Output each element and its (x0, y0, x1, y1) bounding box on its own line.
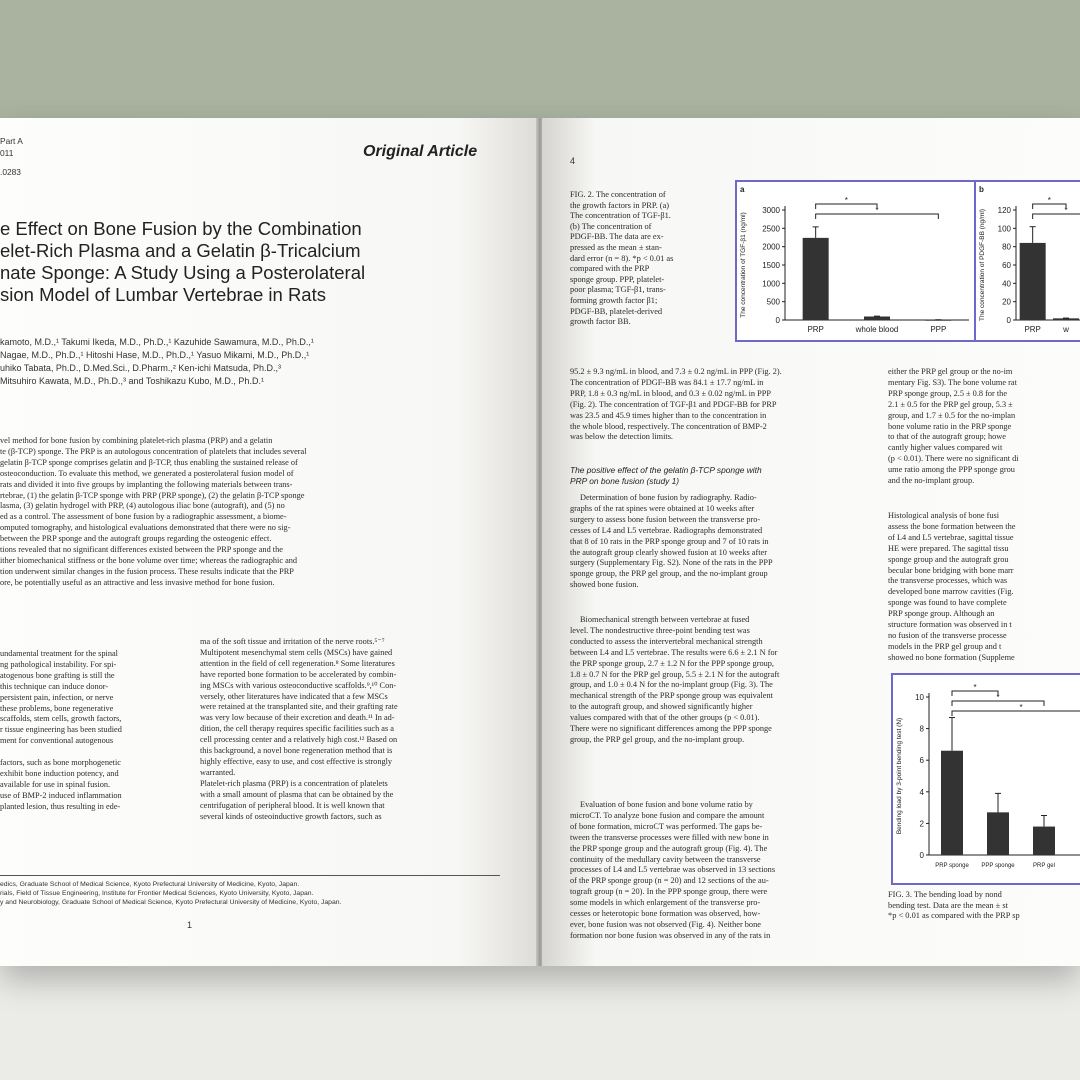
fig2-caption (570, 190, 673, 328)
x-tick-label: PPP (930, 325, 947, 334)
body-column-2 (200, 637, 498, 822)
caption-line: The concentration of TGF-β1. (570, 211, 671, 221)
y-axis-label: The concentration of PDGF-BB (ng/ml) (979, 209, 986, 321)
body-line: HE were prepared. The sagittal tissu (888, 543, 1009, 553)
body-line: cantly higher values compared wit (888, 443, 1003, 453)
body-line: models in the PRP gel group and t (888, 641, 1002, 651)
body-line: ever, bone fusion was not observed (Fig. 4). Neither bone (570, 919, 761, 929)
body-line: bone volume ratio in the PRP sponge (888, 421, 1012, 431)
x-tick-label: PRP (1024, 325, 1041, 334)
abstract-line: tion underwent similar changes in the fusion process. These results indicate that the PRP (0, 566, 294, 576)
fig2b-chart (974, 180, 1080, 342)
body-line: showed no bone formation (Suppleme (888, 652, 1015, 662)
body-line: scaffolds, stem cells, growth factors, (0, 714, 122, 724)
article-type: Original Article (363, 143, 478, 160)
caption-line: compared with the PRP (570, 264, 650, 274)
significance-marker: * (1064, 206, 1068, 215)
body-line: were retained at the transplanted site, and their grafting rate (200, 702, 398, 712)
significance-marker: * (844, 196, 848, 205)
x-tick-label: PRP gel (1033, 863, 1055, 869)
body-line: of L4 and L5 vertebrae, sagittal tissue (888, 532, 1014, 542)
y-tick-label: 80 (1002, 242, 1011, 252)
significance-marker: * (1019, 703, 1023, 712)
body-line: ment for conventional autogenous (0, 736, 114, 746)
y-tick-label: 2000 (762, 242, 780, 252)
body-line: have reported bone formation to be accelerated by combin- (200, 669, 397, 679)
abstract-line: gelatin β-TCP sponge comprises gelatin and β-TCP, thus enabling the sustained release of (0, 457, 298, 467)
y-tick-label: 6 (919, 756, 924, 766)
abstract-line: rats and divided it into five groups by implanting the following materials between trans- (0, 479, 293, 489)
y-tick-label: 0 (919, 851, 924, 860)
body-line: between L4 and L5 vertebrae. The results were 6.6 ± 2.1 N for (570, 647, 778, 657)
abstract-line: tions revealed that no significant differences existed between the PRP sponge and the (0, 545, 283, 555)
y-tick-label: 60 (1002, 261, 1011, 270)
page-number: 4 (570, 156, 576, 166)
body-line: group, and 1.0 ± 0.4 N for the no-implant group (Fig. 3). The (570, 680, 773, 690)
bar (1020, 243, 1046, 320)
body-line: some models in which enlargement of the transverse pro- (570, 898, 761, 908)
body-line: PRP sponge group. Although an (888, 609, 995, 619)
body-line: versely, other literatures have indicated that a few MSCs (200, 691, 388, 701)
body-line: showed bone fusion. (570, 580, 639, 590)
body-line: highly effective, easy to use, and cost effective is strongly (200, 756, 393, 766)
body-line: r tissue engineering has been studied (0, 725, 122, 735)
body-line: either the PRP gel group or the no-im (888, 367, 1013, 376)
caption-line: *p < 0.01 as compared with the PRP sp (888, 911, 1020, 921)
body-line (0, 747, 188, 758)
body-line: the PRP sponge group and the autograft group (Fig. 4). The (570, 843, 768, 853)
body-line: Histological analysis of bone fusi (888, 511, 1000, 520)
body-line: sponge group, the PRP gel group, and the no-implant group (570, 569, 768, 579)
body-line: of the PRP sponge group (n = 20) and 12 sections of the au- (570, 876, 769, 886)
body-line: sponge group and the autograft grou (888, 554, 1009, 564)
y-tick-label: 1000 (762, 279, 780, 289)
body-line: this background, a novel bone regeneration method that is (200, 746, 393, 756)
journal-line: .0283 (0, 167, 21, 177)
fig2a-svg (737, 182, 975, 340)
body-line: mentary Fig. S3). The bone volume rat (888, 377, 1017, 387)
significance-marker: * (1047, 196, 1051, 205)
body-line: available for use in spinal fusion. (0, 779, 111, 789)
y-tick-label: 20 (1002, 297, 1011, 307)
body-line: Multipotent mesenchymal stem cells (MSCs) have gained (200, 647, 393, 657)
abstract-line: osteoconduction. To evaluate this method, we generated a posterolateral fusion model of (0, 468, 294, 478)
panel-label: b (979, 185, 984, 194)
x-tick-label: PPP sponge (981, 863, 1015, 869)
right-column-b (888, 511, 1080, 664)
right-column-a (888, 367, 1080, 487)
body-line: was very low because of their excretion and death.¹¹ In ad- (200, 713, 395, 723)
x-tick-label: whole blood (855, 325, 899, 334)
body-line: the transverse processes, which was (888, 576, 1008, 586)
author-list (0, 336, 314, 388)
y-axis-label: The concentration of TGF-β1 (ng/ml) (740, 212, 747, 318)
abstract (0, 436, 498, 589)
body-line: several kinds of osteoinductive growth factors, such as (200, 811, 382, 821)
x-tick-label: PRP (807, 325, 824, 334)
body-line: group, the PRP gel group, and the no-implant group. (570, 734, 745, 744)
body-line: cell processing center and a relatively high cost.¹² Based on (200, 735, 398, 745)
body-line: (Fig. 2). The concentration of TGF-β1 and PDGF-BB for PRP (570, 399, 777, 409)
caption-line: growth factor BB. (570, 317, 631, 327)
y-tick-label: 120 (997, 206, 1011, 215)
y-tick-label: 0 (1006, 316, 1011, 325)
body-line: assess the bone formation between the (888, 521, 1016, 531)
bar (987, 812, 1009, 855)
footnote-rule (0, 875, 500, 876)
bar (1053, 318, 1079, 320)
body-line: formation nor bone fusion was observed in any of the rats in (570, 930, 771, 940)
body-line: the autograft group clearly showed fusion at 10 weeks after (570, 547, 767, 557)
body-line: to that of the autograft group; howe (888, 432, 1006, 442)
body-line: tograft group (n = 20). In the PPP sponge group, there were (570, 887, 768, 897)
caption-line: the growth factors in PRP. (a) (570, 200, 670, 210)
significance-marker: * (996, 693, 1000, 702)
body-line: was 23.5 and 45.9 times higher than to the concentration in (570, 410, 767, 420)
open-journal (0, 118, 1080, 966)
y-tick-label: 3000 (762, 206, 780, 215)
affiliation-line: y and Neurobiology, Graduate School of Medical Science, Kyoto Prefectural University of Medicine, Kyoto, Japan. (0, 899, 342, 906)
body-line: warranted. (200, 767, 236, 777)
table-surface (0, 960, 1080, 1080)
abstract-line: between the PRP sponge and the autograft groups regarding the osteogenic effect. (0, 534, 272, 544)
body-line: cesses or heterotopic bone formation was observed, how- (570, 909, 761, 919)
fig2b-svg (976, 182, 1080, 340)
author-line: Mitsuhiro Kawata, M.D., Ph.D.,³ and Toshikazu Kubo, M.D., Ph.D.¹ (0, 376, 264, 386)
y-axis-label: Bending load by 3-point bending test (N) (896, 717, 903, 835)
body-line: 2.1 ± 0.5 for the PRP gel group, 5.3 ± (888, 399, 1013, 409)
body-line: centrifugation of peripheral blood. It is well known that (200, 800, 385, 810)
body-line: cesses of L4 and L5 vertebrae. Radiographs demonstrated (570, 525, 763, 535)
caption-line: FIG. 2. The concentration of (570, 190, 666, 199)
body-line: and the no-implant group. (888, 476, 975, 486)
body-line: developed bone marrow cavities (Fig. (888, 587, 1014, 597)
abstract-line: rtebrae, (1) the gelatin β-TCP sponge with PRP (PRP sponge), (2) the gelatin β-TCP sponge (0, 490, 305, 500)
caption-line: sponge group. PPP, platelet- (570, 274, 665, 284)
title-line: sion Model of Lumbar Vertebrae in Rats (0, 284, 326, 305)
body-line: level. The nondestructive three-point bending test was (570, 625, 750, 635)
caption-line: PDGF-BB. The data are ex- (570, 232, 664, 242)
body-line: the PRP sponge group, 2.7 ± 1.2 N for the PPP sponge group, (570, 658, 774, 668)
body-column-1 (0, 649, 188, 813)
body-line: with a small amount of plasma that can be obtained by the (200, 789, 394, 799)
page-number: 1 (187, 920, 193, 930)
journal-line: Part A (0, 136, 23, 146)
significance-marker: * (875, 206, 879, 215)
title-line: elet-Rich Plasma and a Gelatin β-Tricalcium (0, 240, 361, 261)
wall-background (0, 0, 1080, 118)
body-line: conducted to assess the intervertebral mechanical strength (570, 636, 763, 646)
body-line: that 8 of 10 rats in the PRP sponge group and 7 of 10 rats in (570, 536, 769, 546)
body-line: graphs of the rat spines were obtained at 10 weeks after (570, 503, 755, 513)
abstract-line: omputed tomography, and histological evaluations demonstrated that there were no sig- (0, 523, 291, 533)
results-column-a (570, 367, 842, 443)
body-line: undamental treatment for the spinal (0, 649, 118, 658)
body-line: processes of L4 and L5 vertebrae was observed in 13 sections (570, 865, 776, 875)
abstract-line: te (β-TCP) sponge. The PRP is an autologous concentration of platelets that includes several (0, 446, 307, 456)
y-tick-label: 100 (997, 224, 1011, 234)
bar (864, 317, 890, 320)
body-line: surgery to assess bone fusion between the transverse pro- (570, 514, 761, 524)
body-line: becular bone bridging with bone marr (888, 565, 1014, 575)
author-line: uhiko Tabata, Ph.D., D.Med.Sci., D.Pharm.,² Ken-ichi Matsuda, Ph.D.,³ (0, 363, 281, 373)
section-heading-line: The positive effect of the gelatin β-TCP sponge with (570, 465, 762, 475)
body-line: the whole blood, respectively. The concentration of BMP-2 (570, 421, 767, 431)
fig2a-chart (735, 180, 977, 342)
body-line: ing MSCs with various osteoconductive scaffolds.⁹,¹⁰ Con- (200, 680, 397, 690)
caption-line: FIG. 3. The bending load by nond (888, 890, 1002, 899)
author-line: Nagae, M.D., Ph.D.,¹ Hitoshi Hase, M.D., Ph.D.,¹ Yasuo Mikami, M.D., Ph.D.,¹ (0, 350, 310, 360)
body-line: continuity of the medullary cavity between the transverse (570, 854, 761, 864)
body-line: 1.8 ± 0.7 N for the PRP gel group, 5.5 ± 2.1 N for the autograft (570, 669, 780, 679)
body-line: values compared with that of the other groups (p < 0.01). (570, 713, 760, 723)
journal-info (0, 136, 23, 179)
x-tick-label: w (1063, 325, 1069, 334)
body-line: Evaluation of bone fusion and bone volume ratio by (580, 800, 753, 809)
y-tick-label: 4 (919, 787, 924, 797)
abstract-line: ither biomechanical stiffness or the bone volume over time; whereas the radiographic and (0, 555, 298, 565)
body-line: of bone formation, microCT was performed. The gaps be- (570, 821, 763, 831)
caption-line: (b) The concentration of (570, 221, 652, 231)
body-line: exhibit bone induction potency, and (0, 769, 119, 779)
body-line: was below the detection limits. (570, 432, 673, 442)
title-line: nate Sponge: A Study Using a Posterolateral (0, 262, 366, 283)
y-tick-label: 500 (766, 297, 780, 307)
body-line: dition, the cell therapy requires specific facilities such as a (200, 724, 394, 734)
body-line: tween the transverse processes were filled with new bone in (570, 832, 769, 842)
right-page (542, 118, 1080, 966)
affiliation-line: rials, Field of Tissue Engineering, Institute for Frontier Medical Sciences, Kyoto University, Kyoto, Japan. (0, 890, 314, 897)
significance-bracket (952, 711, 1080, 716)
body-line: There were no significant differences among the PPP sponge (570, 724, 772, 734)
caption-line: poor plasma; TGF-β1, trans- (570, 285, 666, 295)
abstract-line: lasma, (3) gelatin hydrogel with PRP, (4) autologous iliac bone (autograft), and (5) no (0, 501, 285, 511)
y-tick-label: 1500 (762, 261, 780, 270)
body-line: Biomechanical strength between vertebrae at fused (580, 615, 750, 624)
body-line: 95.2 ± 9.3 ng/mL in blood, and 7.3 ± 0.2 ng/mL in PPP (Fig. 2). (570, 367, 782, 376)
body-line: (p < 0.01). There were no significant di (888, 454, 1019, 464)
fig3-chart (891, 673, 1080, 885)
significance-marker: * (973, 683, 977, 692)
y-tick-label: 8 (919, 724, 924, 734)
results-biomechanical (570, 615, 842, 746)
body-line: PRP, 1.8 ± 0.3 ng/mL in blood, and 0.3 ± 0.02 ng/mL in PPP (570, 388, 771, 398)
body-line: atogenous bone grafting is still the (0, 670, 115, 680)
fig3-svg (893, 675, 1080, 883)
y-tick-label: 2 (919, 819, 924, 829)
body-line: Determination of bone fusion by radiography. Radio- (580, 493, 757, 502)
caption-line: dard error (n = 8). *p < 0.01 as (570, 253, 674, 263)
y-tick-label: 10 (915, 693, 924, 702)
body-line: PRP sponge group, 2.5 ± 0.8 for the (888, 388, 1008, 398)
journal-line: 011 (0, 147, 14, 158)
body-line: planted lesion, thus resulting in ede- (0, 801, 121, 811)
body-line: group, and 1.7 ± 0.5 for the no-implan (888, 410, 1016, 420)
y-tick-label: 40 (1002, 279, 1011, 289)
body-line: ume ratio among the PPP sponge grou (888, 465, 1015, 475)
abstract-line: vel method for bone fusion by combining platelet-rich plasma (PRP) and a gelatin (0, 436, 273, 445)
author-line: kamoto, M.D.,¹ Takumi Ikeda, M.D., Ph.D.,¹ Kazuhide Sawamura, M.D., Ph.D.,¹ (0, 337, 314, 347)
body-line: structure formation was observed in t (888, 620, 1012, 630)
body-line: these problems, bone regenerative (0, 703, 114, 713)
body-line: ng pathological instability. For spi- (0, 659, 117, 669)
body-line: factors, such as bone morphogenetic (0, 758, 121, 768)
body-line: microCT. To analyze bone fusion and compare the amount (570, 810, 765, 820)
body-line: ma of the soft tissue and irritation of the nerve roots.⁵⁻⁷ (200, 637, 385, 646)
significance-bracket (1033, 214, 1080, 219)
panel-label: a (740, 185, 745, 194)
results-microct (570, 800, 842, 942)
body-line: attention in the field of cell regeneration.⁸ Some literatures (200, 658, 395, 668)
body-line: no fusion of the transverse processe (888, 630, 1007, 640)
affiliation-line: edics, Graduate School of Medical Science, Kyoto Prefectural University of Medicine, Kyoto, Japan. (0, 881, 300, 888)
body-line: surgery (Supplementary Fig. S2). None of the rats in the PPP (570, 558, 773, 568)
caption-line: PDGF-BB, platelet-derived (570, 306, 663, 316)
body-line: to the autograft group, and showed significantly higher (570, 702, 753, 712)
section-heading (570, 465, 762, 487)
body-line: Platelet-rich plasma (PRP) is a concentration of platelets (200, 778, 388, 788)
results-radiography (570, 493, 842, 591)
article-title (0, 218, 365, 306)
title-line: e Effect on Bone Fusion by the Combination (0, 218, 362, 239)
x-tick-label: PRP sponge (935, 863, 969, 869)
body-line: The concentration of PDGF-BB was 84.1 ± 17.7 ng/mL in (570, 377, 764, 387)
caption-line: pressed as the mean ± stan- (570, 242, 662, 252)
bar (1033, 827, 1055, 855)
bar (803, 238, 829, 320)
body-line: mechanical strength of the PRP sponge group was equivalent (570, 691, 773, 701)
abstract-line: ed as a control. The assessment of bone fusion by a radiographic assessment, a biome- (0, 512, 287, 522)
body-line: use of BMP-2 induced inflammation (0, 790, 122, 800)
caption-line: bending test. Data are the mean ± st (888, 900, 1008, 910)
body-line: sponge was found to have complete (888, 598, 1007, 608)
left-page (0, 118, 538, 966)
fig3-caption (888, 890, 1020, 922)
affiliations (0, 880, 341, 907)
abstract-line: ore, be potentially useful as an attractive and less invasive method for bone fusion. (0, 577, 275, 587)
bar (941, 751, 963, 855)
body-line: this technique can induce donor- (0, 681, 109, 691)
y-tick-label: 2500 (762, 224, 780, 234)
body-line: persistent pain, infection, or nerve (0, 692, 114, 702)
y-tick-label: 0 (775, 316, 780, 325)
section-heading-line: PRP on bone fusion (study 1) (570, 476, 680, 486)
caption-line: forming growth factor β1; (570, 295, 658, 305)
